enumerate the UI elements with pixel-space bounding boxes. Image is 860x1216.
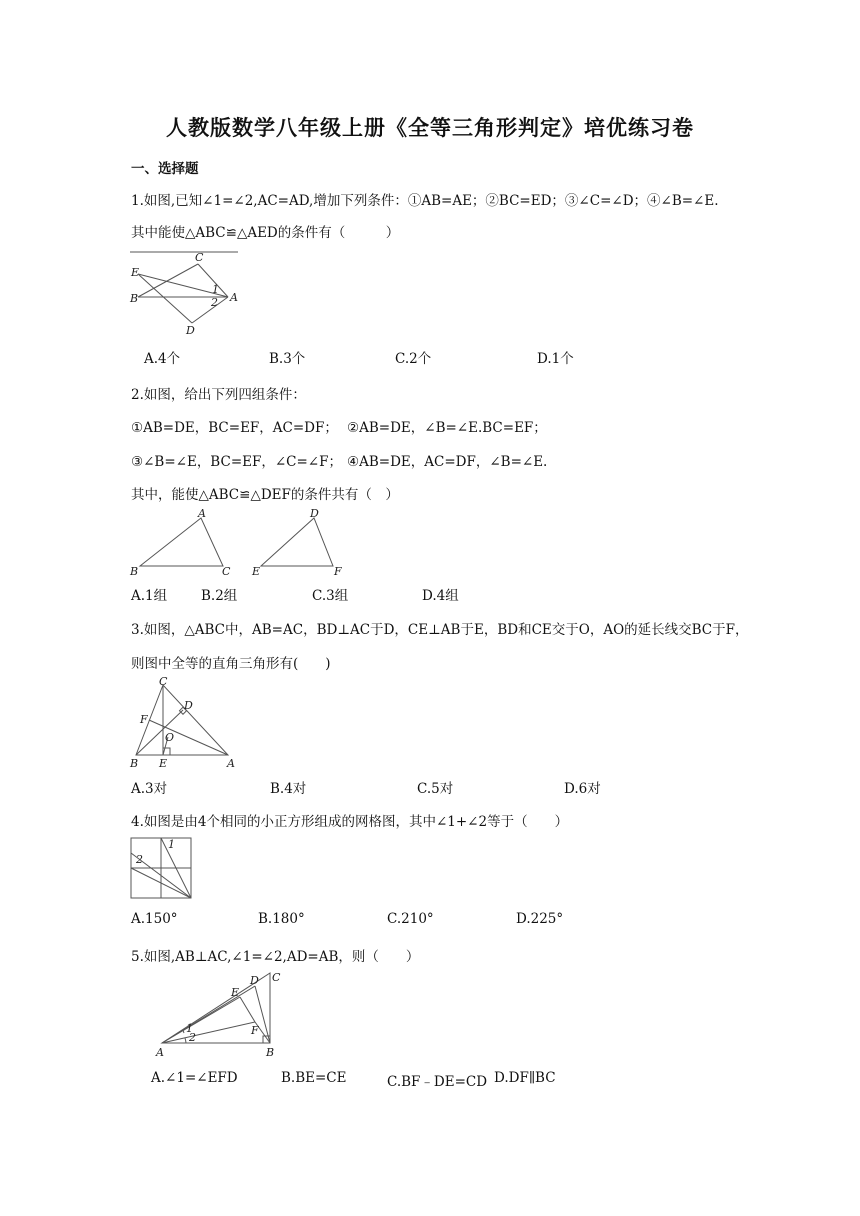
q3-stem-line2: 则图中全等的直角三角形有( ) [131, 656, 331, 672]
q1-option-d[interactable]: D.1个 [537, 351, 574, 367]
q5-option-c[interactable]: C.BF﹣DE=CD [387, 1074, 488, 1090]
q2-option-d[interactable]: D.4组 [422, 588, 459, 604]
q5-label-f: F [251, 1024, 259, 1037]
q2-condition-2: ②AB=DE，∠B=∠E.BC=EF； [347, 420, 547, 436]
q2-stem-line4: 其中，能使△ABC≌△DEF的条件共有（ ） [131, 487, 399, 503]
q2-label-b: B [130, 565, 139, 578]
q5-label-a: A [156, 1046, 164, 1059]
q4-label-2: 2 [136, 853, 143, 866]
q1-label-a: A [230, 291, 238, 304]
q4-option-c[interactable]: C.210° [387, 911, 434, 927]
q2-triangle-abc [140, 518, 223, 566]
q2-option-c[interactable]: C.3组 [312, 588, 349, 604]
q3-label-b: B [130, 757, 139, 770]
q5-option-a[interactable]: A.∠1=∠EFD [151, 1070, 238, 1086]
q4-option-d[interactable]: D.225° [516, 911, 564, 927]
q1-label-e: E [131, 266, 140, 279]
q3-label-a: A [227, 757, 235, 770]
q4-stem-line1: 4.如图是由4个相同的小正方形组成的网格图，其中∠1+∠2等于（ ） [131, 814, 569, 830]
q2-stem-line1: 2.如图，给出下列四组条件： [131, 387, 306, 403]
q5-option-b[interactable]: B.BE=CE [281, 1070, 347, 1086]
q3-label-c: C [159, 675, 168, 688]
q3-label-e: E [159, 757, 168, 770]
q5-label-b: B [266, 1046, 275, 1059]
q4-option-b[interactable]: B.180° [258, 911, 305, 927]
q3-label-o: O [165, 731, 175, 744]
q4-figure [128, 835, 196, 901]
q3-figure [128, 675, 240, 771]
q5-label-2: 2 [189, 1031, 196, 1044]
q5-label-1: 1 [186, 1022, 193, 1035]
page-title: 人教版数学八年级上册《全等三角形判定》培优练习卷 [166, 116, 694, 140]
q1-figure [128, 250, 240, 336]
q1-stem-line2: 其中能使△ABC≌△AED的条件有（ ） [131, 225, 400, 241]
q1-option-a[interactable]: A.4个 [144, 351, 181, 367]
section-heading: 一、选择题 [131, 161, 199, 177]
q3-option-b[interactable]: B.4对 [270, 781, 307, 797]
q5-label-e: E [231, 986, 240, 999]
q2-label-c: C [222, 565, 231, 578]
q1-label-d: D [186, 324, 195, 336]
q4-label-1: 1 [168, 838, 175, 851]
q2-condition-1: ①AB=DE，BC=EF，AC=DF； [131, 420, 338, 436]
q2-label-f: F [334, 565, 342, 578]
q5-figure [150, 970, 290, 1060]
q2-option-a[interactable]: A.1组 [131, 588, 168, 604]
q1-option-c[interactable]: C.2个 [395, 351, 432, 367]
q1-label-c: C [195, 251, 204, 264]
q5-stem-line1: 5.如图,AB⊥AC,∠1=∠2,AD=AB，则（ ） [131, 949, 420, 965]
q2-figure [128, 506, 348, 578]
q3-option-c[interactable]: C.5对 [417, 781, 454, 797]
q2-condition-3: ③∠B=∠E，BC=EF，∠C=∠F； [131, 454, 342, 470]
q2-option-b[interactable]: B.2组 [201, 588, 238, 604]
q3-label-f: F [140, 713, 148, 726]
q5-option-d[interactable]: D.DF∥BC [494, 1070, 556, 1086]
q5-label-d: D [250, 974, 259, 987]
q1-label-b: B [130, 292, 139, 305]
q1-label-2: 2 [211, 296, 218, 309]
q2-label-e: E [252, 565, 261, 578]
q3-option-a[interactable]: A.3对 [131, 781, 168, 797]
q1-label-1: 1 [212, 283, 219, 296]
q2-triangle-def [261, 518, 333, 566]
q2-label-d: D [310, 507, 319, 520]
q4-option-a[interactable]: A.150° [131, 911, 178, 927]
q5-label-c: C [272, 971, 281, 984]
q1-option-b[interactable]: B.3个 [269, 351, 306, 367]
q1-stem-line1: 1.如图,已知∠1=∠2,AC=AD,增加下列条件：①AB=AE；②BC=ED；③∠C=∠D；④∠B=∠E. [131, 193, 719, 209]
q3-stem-line1: 3.如图，△ABC中，AB=AC，BD⊥AC于D，CE⊥AB于E，BD和CE交于O，AO的延长线交BC于F， [131, 622, 749, 638]
q3-option-d[interactable]: D.6对 [564, 781, 601, 797]
q2-label-a: A [198, 507, 206, 520]
q3-label-d: D [184, 699, 193, 712]
q2-condition-4: ④AB=DE，AC=DF，∠B=∠E. [347, 454, 548, 470]
